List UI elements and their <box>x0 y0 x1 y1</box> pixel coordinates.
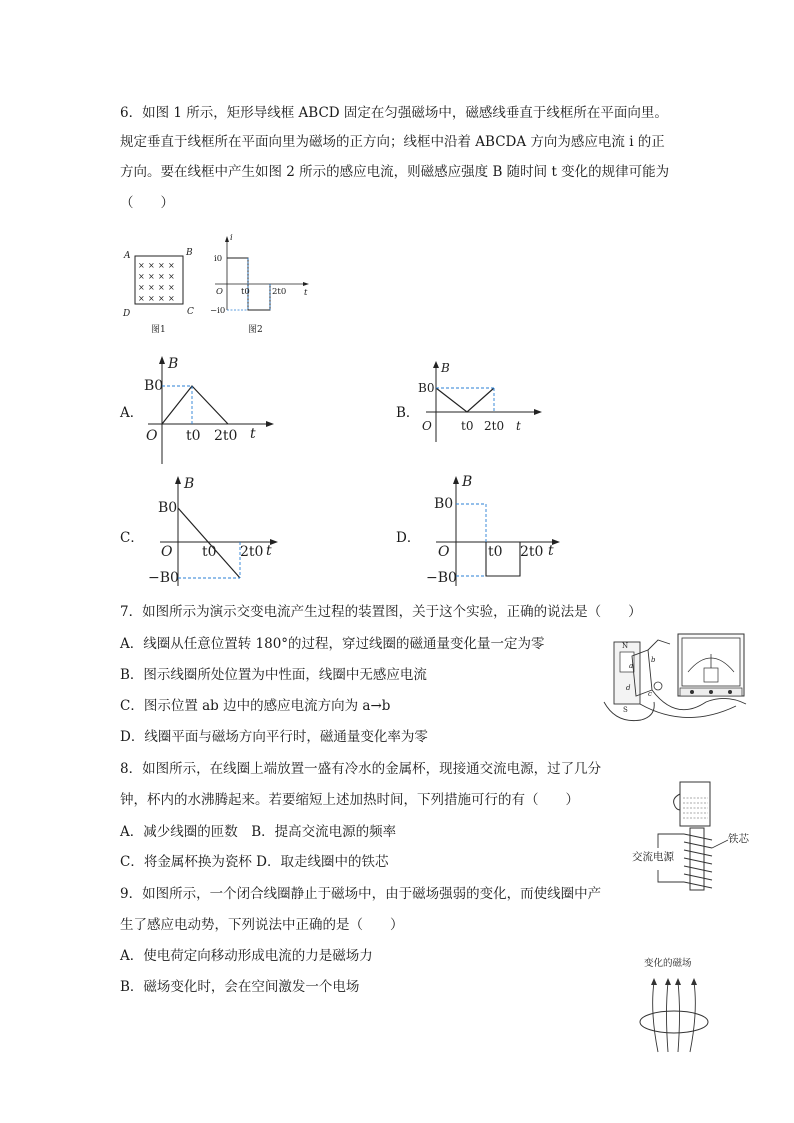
q7-option-d[interactable]: D．线圈平面与磁场方向平行时，磁通量变化率为零 <box>120 729 428 745</box>
cross-mark: × <box>148 261 155 270</box>
coil-label-b: b <box>651 656 656 664</box>
q7-stem: 7．如图所示为演示交变电流产生过程的装置图，关于这个实验，正确的说法是（ ） <box>120 604 642 620</box>
label-t0: t0 <box>461 419 474 433</box>
cross-mark: × <box>168 283 175 292</box>
coil-label-d: d <box>626 684 631 692</box>
q7-option-b[interactable]: B．图示线圈所处位置为中性面，线圈中无感应电流 <box>120 667 427 683</box>
iron-core-label: 铁芯 <box>728 833 749 845</box>
iron-core-icon <box>690 828 704 890</box>
cross-mark: × <box>158 294 165 303</box>
cross-mark: × <box>148 294 155 303</box>
label-neg-b0: −B0 <box>426 570 457 586</box>
q6-option-c-graph <box>140 470 290 590</box>
fig2-caption: 图2 <box>248 325 263 335</box>
label-t0: t0 <box>488 544 503 560</box>
fig1-label-b: B <box>186 248 193 258</box>
axis-t: t <box>548 543 554 559</box>
closed-coil-icon <box>640 1011 708 1033</box>
q9-option-b[interactable]: B．磁场变化时，会在空间激发一个电场 <box>120 979 360 995</box>
q8-line-2: 钟，杯内的水沸腾起来。若要缩短上述加热时间，下列措施可行的有（ ） <box>120 792 579 808</box>
q7-option-c[interactable]: C．图示位置 ab 边中的感应电流方向为 a→b <box>120 698 391 714</box>
q6-line-2: 规定垂直于线框所在平面向里为磁场的正方向；线框中沿着 ABCDA 方向为感应电流 i 的正 <box>120 134 665 150</box>
magnet-s-label: S <box>623 706 628 714</box>
label-b0: B0 <box>144 378 164 394</box>
cross-mark: × <box>138 294 145 303</box>
fig1-label-a: A <box>124 251 131 261</box>
q7-option-a[interactable]: A．线圈从任意位置转 180°的过程，穿过线圈的磁通量变化量一定为零 <box>120 636 545 652</box>
q9-option-a[interactable]: A．使电荷定向移动形成电流的力是磁场力 <box>120 948 373 964</box>
axis-b: B <box>184 476 195 492</box>
field-lines-icon <box>653 982 696 1052</box>
q8-induction-heater-figure <box>628 776 788 894</box>
fig2-t0: t0 <box>241 287 250 297</box>
cross-mark: × <box>158 272 165 281</box>
origin: O <box>146 428 158 444</box>
label-2t0: 2t0 <box>240 544 264 560</box>
origin: O <box>438 544 450 560</box>
q6-option-d-label[interactable]: D． <box>396 530 421 546</box>
q9-changing-field-figure <box>628 952 724 1056</box>
axis-b: B <box>462 474 473 490</box>
q9-line-1: 9．如图所示，一个闭合线圈静止于磁场中，由于磁场强弱的变化，而使线圈中产 <box>120 886 602 902</box>
cross-mark: × <box>168 261 175 270</box>
fig1-label-c: C <box>187 307 194 317</box>
label-b0: B0 <box>158 500 178 516</box>
magnet-n-label: N <box>622 642 629 650</box>
cross-mark: × <box>168 294 175 303</box>
label-b0: B0 <box>434 496 454 512</box>
fig2-neg-i0: −i0 <box>210 306 226 316</box>
fig1-label-d: D <box>123 309 131 319</box>
q6-option-b-label[interactable]: B． <box>396 405 420 421</box>
q6-option-b-graph <box>416 356 546 446</box>
axis-t: t <box>266 543 272 559</box>
cross-mark: × <box>168 272 175 281</box>
fig2-axis-t: t <box>304 288 308 298</box>
q6-option-d-graph <box>416 470 566 590</box>
cross-mark: × <box>158 283 165 292</box>
cross-mark: × <box>138 261 145 270</box>
coil-label-a: a <box>629 662 634 670</box>
cross-mark: × <box>148 272 155 281</box>
fig2-origin: O <box>216 287 223 297</box>
q9-line-2: 生了感应电动势，下列说法中正确的是（ ） <box>120 917 404 933</box>
cross-mark: × <box>138 272 145 281</box>
q6-option-a-label[interactable]: A． <box>120 405 144 421</box>
fig2-axis-i: i <box>230 233 233 243</box>
cross-mark: × <box>158 261 165 270</box>
label-2t0: 2t0 <box>484 419 505 433</box>
q6-option-c-label[interactable]: C． <box>120 530 144 546</box>
label-2t0: 2t0 <box>520 544 544 560</box>
figure-2-current-graph <box>210 233 309 335</box>
coil-label-c: c <box>648 690 652 698</box>
field-title: 变化的磁场 <box>644 958 692 969</box>
axis-t: t <box>250 426 256 442</box>
axis-b: B <box>441 361 450 375</box>
label-t0: t0 <box>186 428 201 444</box>
label-2t0: 2t0 <box>214 428 238 444</box>
fig1-caption: 图1 <box>151 325 166 335</box>
origin: O <box>422 419 432 433</box>
figure-1-frame <box>122 248 194 335</box>
q6-figures <box>115 228 325 338</box>
q8-options-ab[interactable]: A．减少线圈的匝数 B．提高交流电源的频率 <box>120 824 397 840</box>
ac-source-label: 交流电源 <box>632 851 674 863</box>
q8-line-1: 8．如图所示，在线圈上端放置一盛有冷水的金属杯，现接通交流电源，过了几分 <box>120 761 602 777</box>
axis-t: t <box>516 419 521 433</box>
cross-mark: × <box>138 283 145 292</box>
origin: O <box>161 544 173 560</box>
q6-option-a-graph <box>140 350 280 468</box>
q6-line-1: 6．如图 1 所示，矩形导线框 ABCD 固定在匀强磁场中，磁感线垂直于线框所在平面向里。 <box>120 105 668 121</box>
q8-options-cd[interactable]: C．将金属杯换为瓷杯 D．取走线圈中的铁芯 <box>120 854 389 870</box>
q7-generator-apparatus-figure <box>596 632 774 732</box>
label-b0: B0 <box>418 381 435 395</box>
label-t0: t0 <box>202 544 217 560</box>
cross-mark: × <box>148 283 155 292</box>
fig2-i0: i0 <box>214 254 223 264</box>
label-neg-b0: −B0 <box>148 570 179 586</box>
fig2-2t0: 2t0 <box>272 287 287 297</box>
axis-b: B <box>168 356 179 372</box>
q6-line-3: 方向。要在线框中产生如图 2 所示的感应电流，则磁感应强度 B 随时间 t 变化的规律可能为 <box>120 164 670 180</box>
q6-answer-blank: （ ） <box>120 195 174 211</box>
